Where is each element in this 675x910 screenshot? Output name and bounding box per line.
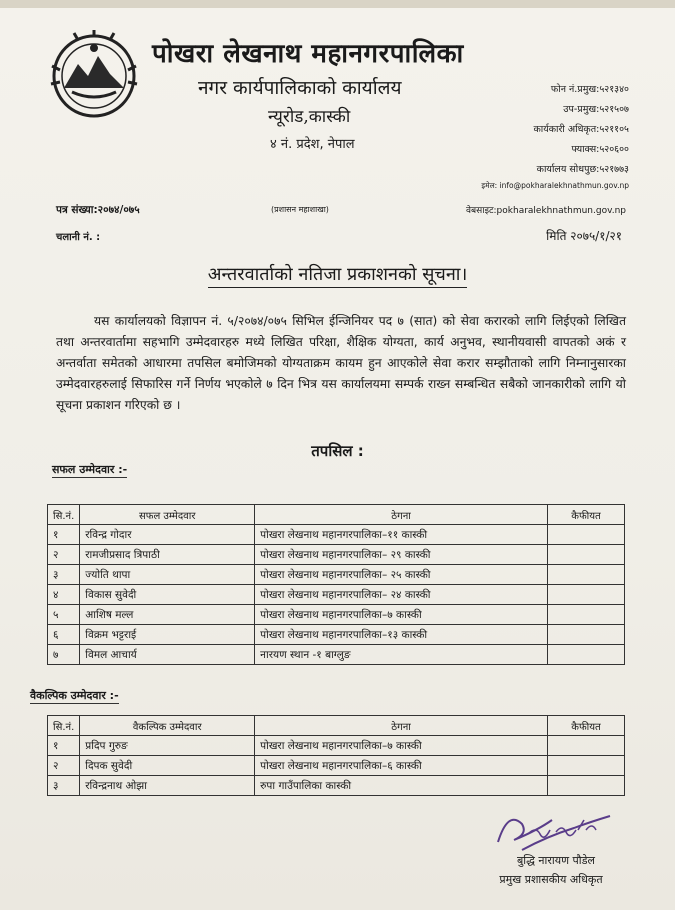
header-sn: सि.नं. [48, 716, 80, 736]
fax-number: फ्याक्स:५२०६०० [571, 144, 629, 155]
email-address: इमेल: info@pokharalekhnathmun.gov.np [481, 181, 629, 190]
row-remarks [548, 545, 625, 565]
table-row [48, 605, 625, 625]
notice-title-text: अन्तरवार्ताको नतिजा प्रकाशनको सूचना। [208, 264, 468, 288]
row-sn: ६ [48, 625, 80, 645]
row-remarks [548, 756, 625, 776]
row-remarks [548, 776, 625, 796]
row-remarks [548, 565, 625, 585]
row-name: आशिष मल्ल [80, 605, 255, 625]
row-address: पोखरा लेखनाथ महानगरपालिका–१३ कास्की [255, 625, 548, 645]
row-name: विमल आचार्य [80, 645, 255, 665]
row-remarks [548, 585, 625, 605]
row-sn: १ [48, 525, 80, 545]
province: ४ नं. प्रदेश, नेपाल [270, 137, 355, 152]
row-name: रामजीप्रसाद त्रिपाठी [80, 545, 255, 565]
office-name: नगर कार्यपालिकाको कार्यालय [198, 77, 402, 99]
successful-candidates-table [47, 504, 625, 665]
row-sn: १ [48, 736, 80, 756]
row-sn: २ [48, 545, 80, 565]
table-row [48, 565, 625, 585]
row-address: पोखरा लेखनाथ महानगरपालिका– २९ कास्की [255, 545, 548, 565]
signatory-name: बुद्धि नारायण पौडेल [517, 854, 595, 867]
row-name: प्रदिप गुरुङ [80, 736, 255, 756]
office-info-phone: कार्यालय सोधपुछ:५२१७७३ [536, 164, 629, 175]
header-address: ठेगना [255, 716, 548, 736]
row-remarks [548, 736, 625, 756]
header-name: सफल उम्मेदवार [80, 505, 255, 525]
table-row [48, 776, 625, 796]
row-remarks [548, 645, 625, 665]
org-name: पोखरा लेखनाथ महानगरपालिका [152, 39, 464, 69]
exec-officer-phone: कार्यकारी अधिकृत:५२११०५ [533, 124, 629, 135]
row-remarks [548, 605, 625, 625]
mayor-phone: फोन नं.प्रमुख:५२१३४० [550, 84, 629, 95]
row-remarks [548, 525, 625, 545]
header-address: ठेगना [255, 505, 548, 525]
office-location: न्यूरोड,कास्की [268, 107, 351, 127]
deputy-phone: उप-प्रमुख:५२१५०७ [563, 104, 629, 115]
row-sn: ३ [48, 776, 80, 796]
website: वेबसाइट:pokharalekhnathmun.gov.np [466, 206, 626, 216]
row-name: रविन्द्रनाथ ओझा [80, 776, 255, 796]
row-name: रविन्द्र गोदार [80, 525, 255, 545]
row-address: रुपा गाउँपालिका कास्की [255, 776, 548, 796]
row-address: पोखरा लेखनाथ महानगरपालिका–६ कास्की [255, 756, 548, 776]
department: (प्रशासन महाशाखा) [271, 205, 329, 214]
row-remarks [548, 625, 625, 645]
header-remarks: कैफीयत [548, 716, 625, 736]
table-row [48, 585, 625, 605]
table-row [48, 545, 625, 565]
row-name: ज्योति थापा [80, 565, 255, 585]
contact-block [419, 80, 629, 192]
row-address: पोखरा लेखनाथ महानगरपालिका– २४ कास्की [255, 585, 548, 605]
table-row [48, 525, 625, 545]
row-name: विकास सुवेदी [80, 585, 255, 605]
table-row [48, 645, 625, 665]
table-row [48, 756, 625, 776]
header-sn: सि.नं. [48, 505, 80, 525]
row-name: दिपक सुवेदी [80, 756, 255, 776]
notice-date: मिति २०७५/१/२१ [546, 229, 622, 243]
successful-label: सफल उम्मेदवार :- [52, 463, 128, 476]
table-header-row [48, 505, 625, 525]
row-address: पोखरा लेखनाथ महानगरपालिका–११ कास्की [255, 525, 548, 545]
row-address: पोखरा लेखनाथ महानगरपालिका– २५ कास्की [255, 565, 548, 585]
row-sn: ४ [48, 585, 80, 605]
page-top-edge [0, 0, 675, 8]
alternate-candidates-table [47, 715, 625, 796]
header-remarks: कैफीयत [548, 505, 625, 525]
table-row [48, 736, 625, 756]
row-address: पोखरा लेखनाथ महानगरपालिका–७ कास्की [255, 605, 548, 625]
row-address: पोखरा लेखनाथ महानगरपालिका–७ कास्की [255, 736, 548, 756]
signatory-title: प्रमुख प्रशासकीय अधिकृत [499, 873, 603, 886]
reference-number: पत्र संख्या:२०७४/०७५ [56, 204, 140, 216]
row-sn: २ [48, 756, 80, 776]
row-sn: ५ [48, 605, 80, 625]
dispatch-number: चलानी नं. : [56, 232, 101, 243]
table-row [48, 625, 625, 645]
dispatch-row [56, 227, 626, 245]
row-address: नारयण स्थान -१ बाग्लुङ [255, 645, 548, 665]
municipality-emblem-icon [48, 30, 140, 122]
header-name: वैकल्पिक उम्मेदवार [80, 716, 255, 736]
notice-body: यस कार्यालयको विज्ञापन नं. ५/२०७४/०७५ सिभिल ईन्जिनियर पद ७ (सात) को सेवा करारको लागि लिईएको लिखित तथा अन्तरवार्तामा सहभागि उम्मेदवारहरु मध्ये लिखित परिक्षा, शैक्षिक योग्यता, कार्य अनुभव, स्थानीयवासी वापतको अकं र अन्तर्वाता समेतको आधारमा तपसिल बमोजिमको योग्यताक्रम कायम हुन आएकोले सेवा करार सम्झौताको लागि निम्नानुसारका उम्मेदवारहरुलाई सिफारिस गर्ने निर्णय भएकोले ७ दिन भित्र यस कार्यालयमा सम्पर्क राख्न सम्बन्धित सबैको जानकारीको लागि यो सूचना प्रकाशन गरिएको छ । [56, 314, 626, 412]
notice-title [0, 262, 675, 286]
details-heading: तपसिल : [311, 442, 364, 460]
reference-row [56, 203, 626, 221]
alternate-label: वैकल्पिक उम्मेदवार :- [30, 689, 119, 702]
row-name: विक्रम भट्टराई [80, 625, 255, 645]
table-header-row [48, 716, 625, 736]
row-sn: ३ [48, 565, 80, 585]
row-sn: ७ [48, 645, 80, 665]
